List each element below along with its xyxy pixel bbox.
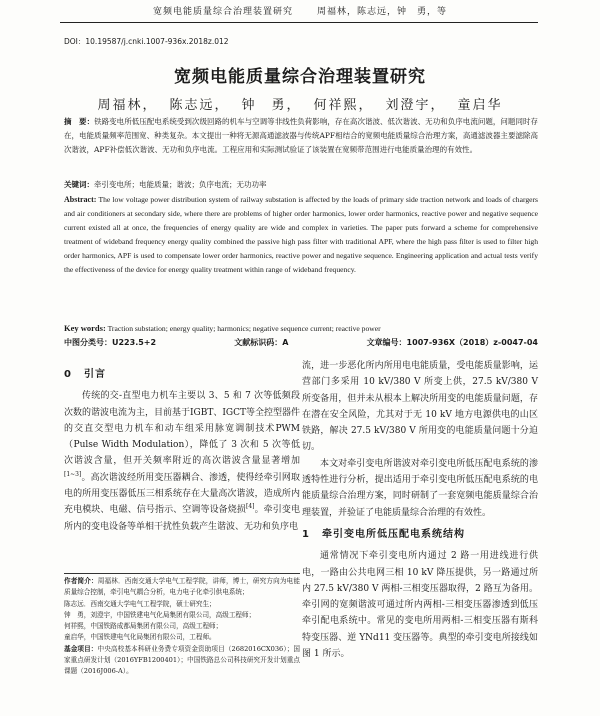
body-column-right	[302, 358, 538, 662]
running-head-authors: 周福林，陈志远，钟 勇，等	[316, 7, 447, 17]
author: 刘澄宇，	[385, 98, 446, 113]
citation: [1~3]	[64, 470, 82, 478]
abstract-en-text: The low voltage power distribution system of railway substation is affected by the loads of primary side traction network and loads of chargers and air conditioners at secondary side, where there are problems of higher order harmonics, lower order harmonics, reactive power and negative sequence current existed all at once, the frequencies of energy quality are wide and complex in varieties. The paper puts forward a scheme for comprehensive treatment of wideband frequency energy quality combined the passive high pass filter with traditional APF, where the high pass filter is used to filter high order harmonics, APF is used to compensate lower order harmonics, reactive power and negative sequence. Engineering application and actual tests verify the effectiveness of the device for energy quality treatment within range of wideband frequency.	[64, 195, 538, 274]
keywords-en	[64, 322, 538, 335]
fund-label: 基金项目：	[64, 644, 98, 653]
body-column-left	[64, 358, 300, 535]
abstract-cn-text: 铁路变电所低压配电系统受到次级回路的机车与空调等非线性负荷影响，存在高次谐波、低次谐波、无功和负序电流问题，问题同时存在，电能质量频率范围宽、种类复杂。本文提出一种将无源高通滤波器与传统APF相结合的宽频电能质量综合治理方案，高通滤波器主要滤除高次谐波，APF补偿低次谐波、无功和负序电流。工程应用和实际测试验证了该装置在宽频带范围进行电能质量治理的有效性。	[64, 117, 539, 155]
author: 陈志远，	[169, 98, 230, 113]
intro-paragraph-continued: 流，进一步恶化所内所用电电能质量，受电能质量影响，运营部门多采用 10 kV/380 V 所变上供，27.5 kV/380 V 所变备用，但并未从根本上解决所用变的电能质量问题，存在潜在安全风险，尤其对于无 10 kV 地方电源供电的山区铁路，解决 27.5 kV/380 V 所用变的电能质量问题十分迫切。	[302, 361, 538, 453]
section-heading	[64, 367, 300, 383]
abstract-en-label: Abstract:	[64, 195, 97, 204]
section-title: 牵引变电所低压配电系统结构	[321, 528, 465, 540]
clc-number: 中图分类号：U223.5+2	[64, 338, 157, 347]
header-rule	[60, 22, 538, 23]
author: 钟 勇，	[241, 98, 302, 113]
document-code: 文献标识码：A	[234, 338, 289, 347]
abstract-cn	[64, 115, 538, 158]
author-list	[0, 94, 600, 113]
section-number: 1	[302, 528, 310, 540]
keywords-en-text: Traction substation; energy quality; harmonics; negative sequence current; reactive power	[107, 324, 381, 333]
keywords-en-label: Key words:	[64, 323, 106, 333]
keywords-cn-label: 关键词：	[64, 180, 94, 189]
keywords-cn	[64, 178, 538, 192]
intro-paragraph: 传统的交-直型电力机车主要以 3、5 和 7 次等低频段次数的谐波电流为主，目前基于IGBT、IGCT等全控型器件的交直交型电力机车和动车组采用脉宽调制技术PWM（Pulse Width Modulation），降低了 3 次和 5 次等低次谐波含量，但开关频率附近的高次谐波含量显著增加[1~3]。高次谐波经所用变压器耦合、渗透，使得经牵引网取电的所用变压器低压三相系统存在大量高次谐波，造成所内充电模块、电磁、信号指示、空调等设备烧损[4]。牵引变电所内的变电设备等单相干扰性负载产生谐波、无功和负序电	[64, 391, 300, 532]
author-footnote: 作者简介：周福林．西南交通大学电气工程学院，讲师，博士，研究方向为电能质量综合控制，牵引电气耦合分析，电力电子化牵引供电系统； 陈志远．西南交通大学电气工程学院，硕士研究生； 钟 勇，刘澄宇，中国铁建电气化局集团有限公司，高级工程师； 何祥熙，中国铁路成都局集团有限公司，高级工程师； 童启华，中国铁建电气化局集团有限公司，工程师。 基金项目：中央高校基本科研业务费专项资金资助项目（2682016CX036）；国家重点研发计划（2016YFB1200401）；中国铁路总公司科技研究开发计划重点课题（2016J006-A）。	[64, 577, 301, 676]
citation: [4]	[245, 503, 255, 511]
author: 何祥熙，	[313, 98, 374, 113]
abstract-en	[64, 193, 538, 276]
intro-paragraph: 本文对牵引变电所谐波对牵引变电所低压配电系统的渗透特性进行分析，提出适用于牵引变电所低压配电系统的电能质量综合治理方案，同时研制了一套宽频电能质量综合治理装置，并验证了电能质量综合治理的有效性。	[302, 458, 538, 518]
footnote-label: 作者简介：	[64, 577, 98, 585]
author: 周福林，	[97, 98, 158, 113]
paper-title: 宽频电能质量综合治理装置研究	[174, 67, 426, 87]
footnote-rule	[64, 573, 300, 574]
classification-line	[64, 337, 538, 348]
abstract-cn-label: 摘 要：	[64, 117, 95, 126]
running-head-title: 宽频电能质量综合治理装置研究	[153, 7, 294, 17]
section-number: 0	[64, 369, 72, 380]
doi: DOI：10.19587/j.cnki.1007-936x.2018z.012	[64, 37, 229, 46]
running-head	[60, 4, 540, 17]
author: 童启华	[457, 98, 503, 113]
article-number: 文章编号：1007-936X（2018）z-0047-04	[366, 338, 538, 347]
section-paragraph: 通常情况下牵引变电所内通过 2 路一用进线进行供电，一路由公共电网三相 10 kV 降压提供，另一路通过所内 27.5 kV/380 V 两相-三相变压器取得，2 路互为备用。牵引网的宽频谐波可通过所内两相-三相变压器渗透到低压牵引配电系统中。常见的变电所用两相-三相变压器有斯科特变压器、逆 YNd11 变压器等。典型的牵引变电所接线如图 1 所示。	[302, 551, 538, 660]
section-title: 引言	[83, 369, 106, 380]
keywords-cn-text: 牵引变电所；电能质量；谐波；负序电流；无功功率	[94, 180, 267, 189]
section-heading	[302, 527, 538, 543]
